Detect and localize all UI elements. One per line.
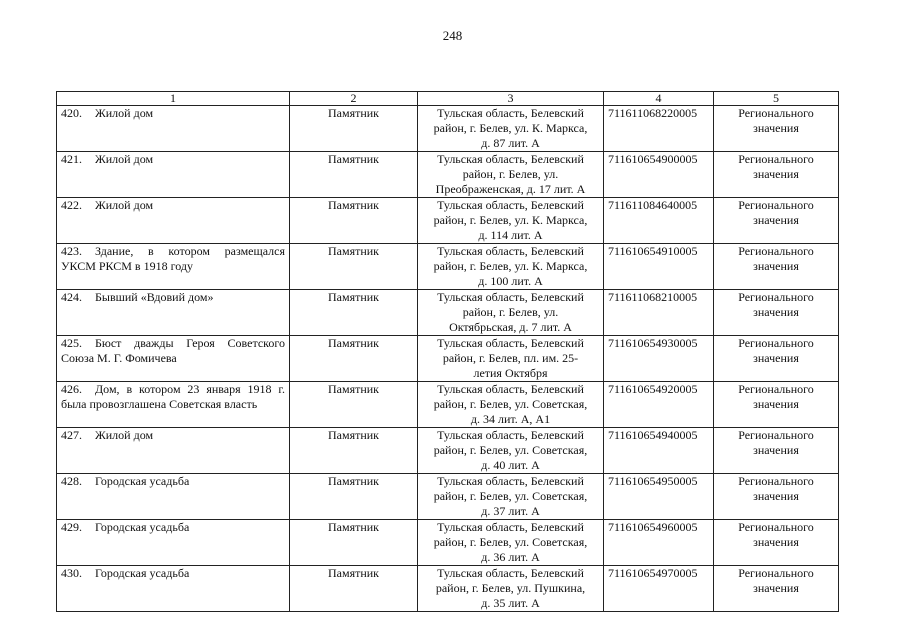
address-cell bbox=[418, 566, 604, 612]
row-number: 430. bbox=[61, 566, 82, 580]
address-cell bbox=[418, 244, 604, 290]
object-type-cell: Памятник bbox=[290, 198, 418, 244]
object-type-cell: Памятник bbox=[290, 106, 418, 152]
address-line: Тульская область, Белевский bbox=[437, 152, 584, 166]
row-number: 420. bbox=[61, 106, 82, 120]
significance-line: значения bbox=[753, 167, 799, 181]
row-number: 423. bbox=[61, 244, 82, 258]
row-number: 426. bbox=[61, 382, 82, 396]
table-row bbox=[57, 336, 839, 382]
significance-line: значения bbox=[753, 581, 799, 595]
address-line: Тульская область, Белевский bbox=[437, 520, 584, 534]
address-line: Тульская область, Белевский bbox=[437, 474, 584, 488]
address-line: район, г. Белев, ул. К. Маркса, bbox=[433, 121, 588, 135]
significance-line: Регионального bbox=[738, 566, 814, 580]
address-line: Тульская область, Белевский bbox=[437, 244, 584, 258]
address-line: район, г. Белев, ул. bbox=[462, 305, 559, 319]
table-row bbox=[57, 290, 839, 336]
row-number: 428. bbox=[61, 474, 82, 488]
significance-cell bbox=[714, 428, 839, 474]
object-name: Бывший «Вдовий дом» bbox=[95, 290, 214, 304]
significance-line: Регионального bbox=[738, 106, 814, 120]
registry-number-cell: 711611068210005 bbox=[604, 290, 714, 336]
address-line: д. 114 лит. А bbox=[478, 228, 543, 242]
object-type-cell: Памятник bbox=[290, 152, 418, 198]
address-cell bbox=[418, 290, 604, 336]
address-cell bbox=[418, 382, 604, 428]
object-name: Здание, в котором размещался УКСМ РКСМ в 1918 году bbox=[61, 244, 285, 273]
address-line: район, г. Белев, ул. Пушкина, bbox=[435, 581, 586, 595]
object-name-cell bbox=[57, 244, 290, 290]
object-type-cell: Памятник bbox=[290, 428, 418, 474]
significance-cell bbox=[714, 336, 839, 382]
address-line: район, г. Белев, ул. Советская, bbox=[433, 535, 588, 549]
row-number: 424. bbox=[61, 290, 82, 304]
row-number: 427. bbox=[61, 428, 82, 442]
object-name: Городская усадьба bbox=[95, 520, 190, 534]
object-name: Жилой дом bbox=[95, 428, 154, 442]
significance-cell bbox=[714, 198, 839, 244]
address-line: Тульская область, Белевский bbox=[437, 198, 584, 212]
address-line: Тульская область, Белевский bbox=[437, 428, 584, 442]
row-number: 425. bbox=[61, 336, 82, 350]
object-type-cell: Памятник bbox=[290, 290, 418, 336]
registry-number-cell: 711610654920005 bbox=[604, 382, 714, 428]
table-row bbox=[57, 382, 839, 428]
address-line: д. 37 лит. А bbox=[481, 504, 540, 518]
object-name-cell bbox=[57, 198, 290, 244]
significance-line: Регионального bbox=[738, 382, 814, 396]
object-name-cell bbox=[57, 428, 290, 474]
object-name: Жилой дом bbox=[95, 106, 154, 120]
heritage-registry-table bbox=[56, 91, 839, 612]
address-cell bbox=[418, 152, 604, 198]
significance-line: Регионального bbox=[738, 152, 814, 166]
table-row bbox=[57, 244, 839, 290]
address-line: Тульская область, Белевский bbox=[437, 566, 584, 580]
address-line: район, г. Белев, ул. Советская, bbox=[433, 397, 588, 411]
address-line: Тульская область, Белевский bbox=[437, 106, 584, 120]
column-header: 1 bbox=[57, 92, 290, 106]
registry-number-cell: 711610654930005 bbox=[604, 336, 714, 382]
address-line: Октябрьская, д. 7 лит. А bbox=[449, 320, 572, 334]
column-header: 5 bbox=[714, 92, 839, 106]
significance-cell bbox=[714, 244, 839, 290]
object-type-cell: Памятник bbox=[290, 336, 418, 382]
significance-cell bbox=[714, 520, 839, 566]
registry-number-cell: 711610654940005 bbox=[604, 428, 714, 474]
registry-number-cell: 711611068220005 bbox=[604, 106, 714, 152]
significance-line: Регионального bbox=[738, 290, 814, 304]
registry-number-cell: 711610654960005 bbox=[604, 520, 714, 566]
object-name: Жилой дом bbox=[95, 152, 154, 166]
significance-line: значения bbox=[753, 489, 799, 503]
object-name: Городская усадьба bbox=[95, 566, 190, 580]
table-row bbox=[57, 428, 839, 474]
significance-line: Регионального bbox=[738, 428, 814, 442]
address-line: район, г. Белев, ул. Советская, bbox=[433, 489, 588, 503]
address-line: Преображенская, д. 17 лит. А bbox=[435, 182, 586, 196]
significance-line: Регионального bbox=[738, 336, 814, 350]
address-line: Тульская область, Белевский bbox=[437, 382, 584, 396]
address-line: Тульская область, Белевский bbox=[437, 290, 584, 304]
object-name-cell bbox=[57, 106, 290, 152]
object-type-cell: Памятник bbox=[290, 520, 418, 566]
registry-number-cell: 711611084640005 bbox=[604, 198, 714, 244]
column-header: 4 bbox=[604, 92, 714, 106]
significance-cell bbox=[714, 382, 839, 428]
address-line: район, г. Белев, ул. bbox=[462, 167, 559, 181]
object-name-cell bbox=[57, 382, 290, 428]
address-line: д. 40 лит. А bbox=[481, 458, 540, 472]
page-number: 248 bbox=[442, 28, 463, 43]
object-name: Бюст дважды Героя Советского Союза М. Г. Фомичева bbox=[61, 336, 285, 365]
registry-number-cell: 711610654950005 bbox=[604, 474, 714, 520]
address-line: д. 100 лит. А bbox=[478, 274, 543, 288]
significance-cell bbox=[714, 566, 839, 612]
address-line: район, г. Белев, ул. К. Маркса, bbox=[433, 213, 588, 227]
significance-line: значения bbox=[753, 213, 799, 227]
object-name-cell bbox=[57, 290, 290, 336]
object-name-cell bbox=[57, 152, 290, 198]
object-name-cell bbox=[57, 474, 290, 520]
address-line: д. 36 лит. А bbox=[481, 550, 540, 564]
address-line: Тульская область, Белевский bbox=[437, 336, 584, 350]
address-cell bbox=[418, 336, 604, 382]
object-name: Жилой дом bbox=[95, 198, 154, 212]
object-name-cell bbox=[57, 566, 290, 612]
significance-cell bbox=[714, 290, 839, 336]
object-name: Городская усадьба bbox=[95, 474, 190, 488]
significance-line: значения bbox=[753, 259, 799, 273]
address-cell bbox=[418, 198, 604, 244]
address-cell bbox=[418, 520, 604, 566]
object-type-cell: Памятник bbox=[290, 244, 418, 290]
header-row bbox=[57, 92, 839, 106]
significance-line: значения bbox=[753, 121, 799, 135]
significance-line: значения bbox=[753, 535, 799, 549]
row-number: 422. bbox=[61, 198, 82, 212]
address-line: д. 35 лит. А bbox=[481, 596, 540, 610]
address-line: район, г. Белев, пл. им. 25- bbox=[442, 351, 579, 365]
registry-number-cell: 711610654900005 bbox=[604, 152, 714, 198]
object-type-cell: Памятник bbox=[290, 566, 418, 612]
table-row bbox=[57, 152, 839, 198]
significance-line: значения bbox=[753, 305, 799, 319]
significance-line: значения bbox=[753, 351, 799, 365]
table-body bbox=[57, 106, 839, 612]
registry-number-cell: 711610654970005 bbox=[604, 566, 714, 612]
address-line: район, г. Белев, ул. Советская, bbox=[433, 443, 588, 457]
significance-line: Регионального bbox=[738, 474, 814, 488]
registry-number-cell: 711610654910005 bbox=[604, 244, 714, 290]
address-cell bbox=[418, 428, 604, 474]
table-row bbox=[57, 566, 839, 612]
address-line: летия Октября bbox=[473, 366, 548, 380]
significance-cell bbox=[714, 152, 839, 198]
column-header: 2 bbox=[290, 92, 418, 106]
object-name-cell bbox=[57, 336, 290, 382]
table-row bbox=[57, 474, 839, 520]
significance-cell bbox=[714, 474, 839, 520]
significance-cell bbox=[714, 106, 839, 152]
address-line: д. 34 лит. А, А1 bbox=[470, 412, 551, 426]
table-row bbox=[57, 106, 839, 152]
column-header: 3 bbox=[418, 92, 604, 106]
row-number: 429. bbox=[61, 520, 82, 534]
address-cell bbox=[418, 474, 604, 520]
address-line: д. 87 лит. А bbox=[481, 136, 540, 150]
table-row bbox=[57, 520, 839, 566]
significance-line: Регионального bbox=[738, 198, 814, 212]
significance-line: значения bbox=[753, 443, 799, 457]
object-name: Дом, в котором 23 января 1918 г. была провозглашена Советская власть bbox=[61, 382, 285, 411]
significance-line: значения bbox=[753, 397, 799, 411]
table-row bbox=[57, 198, 839, 244]
object-name-cell bbox=[57, 520, 290, 566]
object-type-cell: Памятник bbox=[290, 474, 418, 520]
object-type-cell: Памятник bbox=[290, 382, 418, 428]
address-line: район, г. Белев, ул. К. Маркса, bbox=[433, 259, 588, 273]
significance-line: Регионального bbox=[738, 244, 814, 258]
significance-line: Регионального bbox=[738, 520, 814, 534]
row-number: 421. bbox=[61, 152, 82, 166]
address-cell bbox=[418, 106, 604, 152]
